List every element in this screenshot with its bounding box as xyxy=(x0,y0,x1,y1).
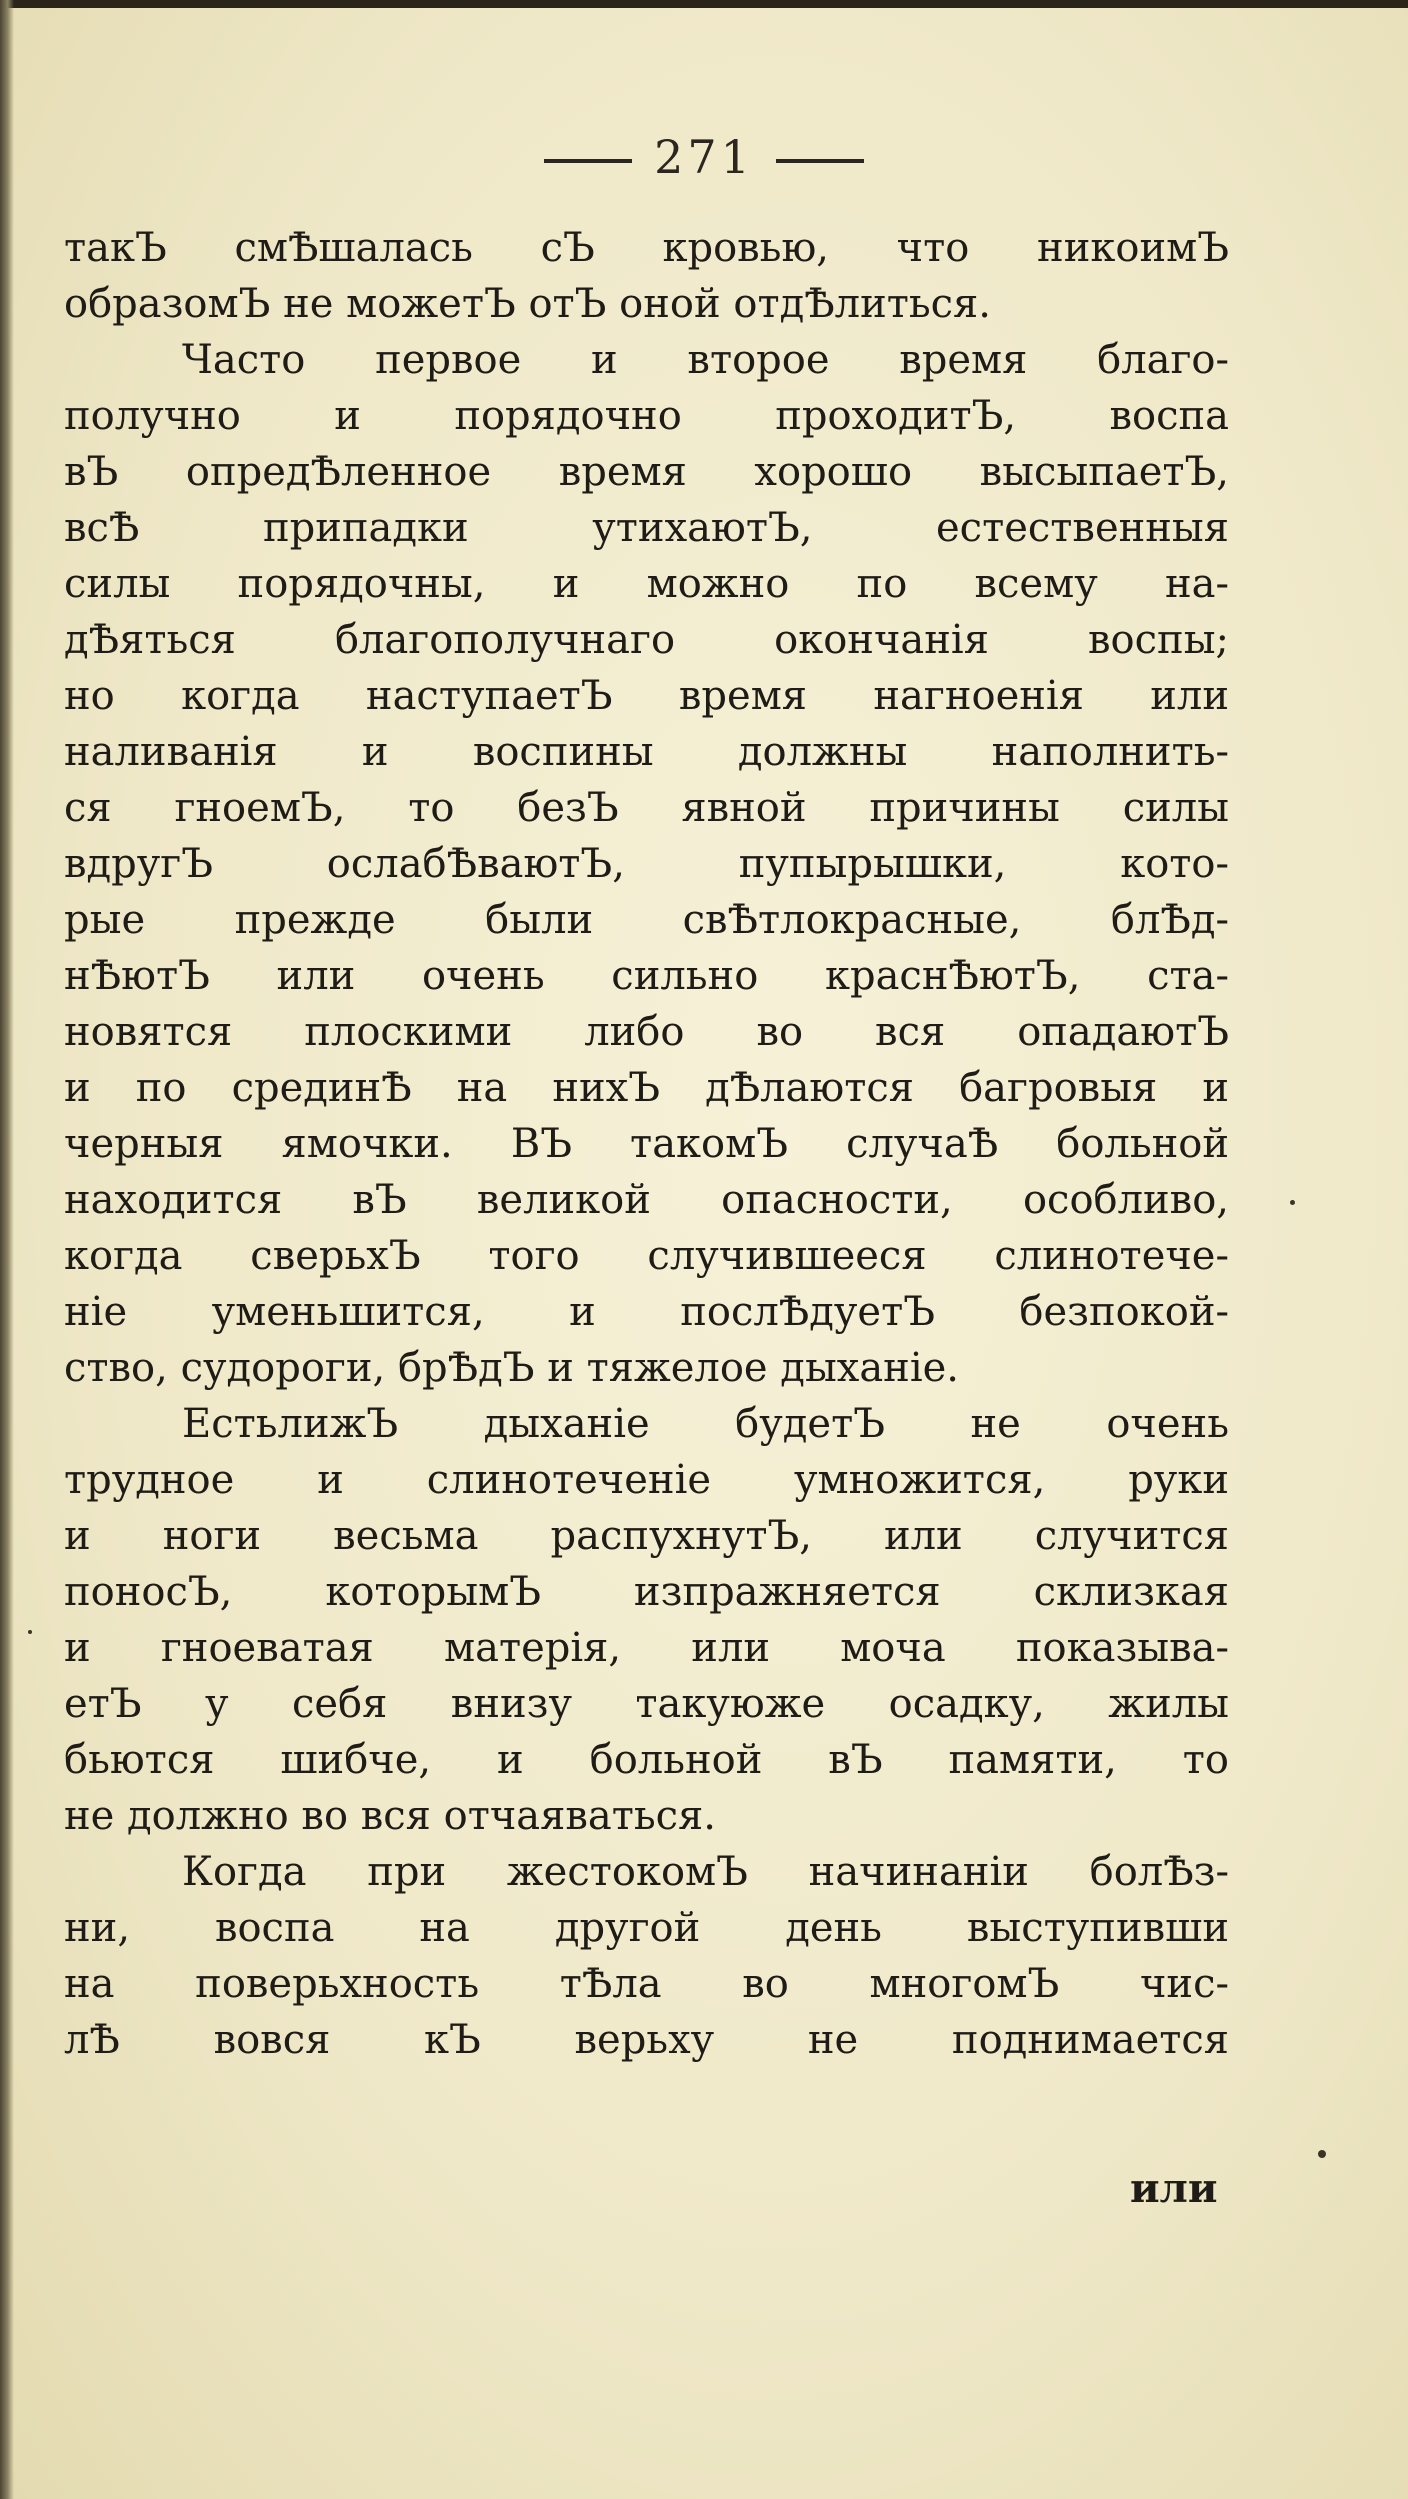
page-header xyxy=(0,130,1408,184)
text-line: вЪ опредѢленное время хорошо высыпаетЪ, xyxy=(64,449,1229,495)
header-dash-right xyxy=(776,159,864,163)
scan-top-edge xyxy=(0,0,1408,8)
text-line: всѢ припадки утихаютЪ, естественныя xyxy=(64,505,1229,551)
text-line: находится вЪ великой опасности, особливо, xyxy=(64,1177,1229,1223)
text-line: нѢютЪ или очень сильно краснѢютЪ, ста- xyxy=(64,953,1229,999)
text-line: трудное и слинотеченіе умножится, руки xyxy=(64,1457,1229,1503)
page-number: 271 xyxy=(654,130,754,184)
text-line: вдругЪ ослабѢваютЪ, пупырышки, кото- xyxy=(64,841,1229,887)
ink-speck xyxy=(1318,2150,1326,2158)
text-line: ство, судороги, брѢдЪ и тяжелое дыханіе. xyxy=(64,1345,960,1391)
header-dash-left xyxy=(544,159,632,163)
text-line: бьются шибче, и больной вЪ памяти, то xyxy=(64,1737,1229,1783)
text-line: лѢ вовся кЪ верьху не поднимается xyxy=(64,2017,1229,2063)
text-line: черныя ямочки. ВЪ такомЪ случаѢ больной xyxy=(64,1121,1229,1167)
text-line: етЪ у себя внизу такуюже осадку, жилы xyxy=(64,1681,1229,1727)
text-line: дѢяться благополучнаго окончанія воспы; xyxy=(64,617,1229,663)
text-line: образомЪ не можетЪ отЪ оной отдѢлиться. xyxy=(64,281,991,327)
text-line: ЕстьлижЪ дыханіе будетЪ не очень xyxy=(182,1401,1229,1447)
text-line: наливанія и воспины должны наполнить- xyxy=(64,729,1229,775)
text-line: на поверьхность тѢла во многомЪ чис- xyxy=(64,1961,1229,2007)
text-line: ни, воспа на другой день выступивши xyxy=(64,1905,1229,1951)
body-text xyxy=(64,220,1229,2068)
text-line: и ноги весьма распухнутЪ, или случится xyxy=(64,1513,1229,1559)
text-line: когда сверьхЪ того случившееся слинотече- xyxy=(64,1233,1229,1279)
ink-speck xyxy=(28,1630,32,1634)
text-line: не должно во вся отчаяваться. xyxy=(64,1793,716,1839)
text-line: получно и порядочно проходитЪ, воспа xyxy=(64,393,1229,439)
catchword: или xyxy=(1130,2165,1218,2212)
scan-left-edge xyxy=(0,0,14,2499)
text-line: рые прежде были свѢтлокрасные, блѢд- xyxy=(64,897,1229,943)
text-line: Когда при жестокомЪ начинаніи болѢз- xyxy=(182,1849,1229,1895)
text-line: поносЪ, которымЪ изпражняется склизкая xyxy=(64,1569,1229,1615)
text-line: и по срединѢ на нихЪ дѢлаются багровыя и xyxy=(64,1065,1229,1111)
text-line: такЪ смѢшалась сЪ кровью, что никоимЪ xyxy=(64,225,1229,271)
text-line: ніе уменьшится, и послѢдуетЪ безпокой- xyxy=(64,1289,1229,1335)
ink-speck xyxy=(1290,1200,1295,1205)
text-line: ся гноемЪ, то безЪ явной причины силы xyxy=(64,785,1229,831)
text-line: Часто первое и второе время благо- xyxy=(182,337,1229,383)
text-line: новятся плоскими либо во вся опадаютЪ xyxy=(64,1009,1229,1055)
text-line: и гноеватая матерія, или моча показыва- xyxy=(64,1625,1229,1671)
text-line: но когда наступаетЪ время нагноенія или xyxy=(64,673,1229,719)
text-line: силы порядочны, и можно по всему на- xyxy=(64,561,1229,607)
